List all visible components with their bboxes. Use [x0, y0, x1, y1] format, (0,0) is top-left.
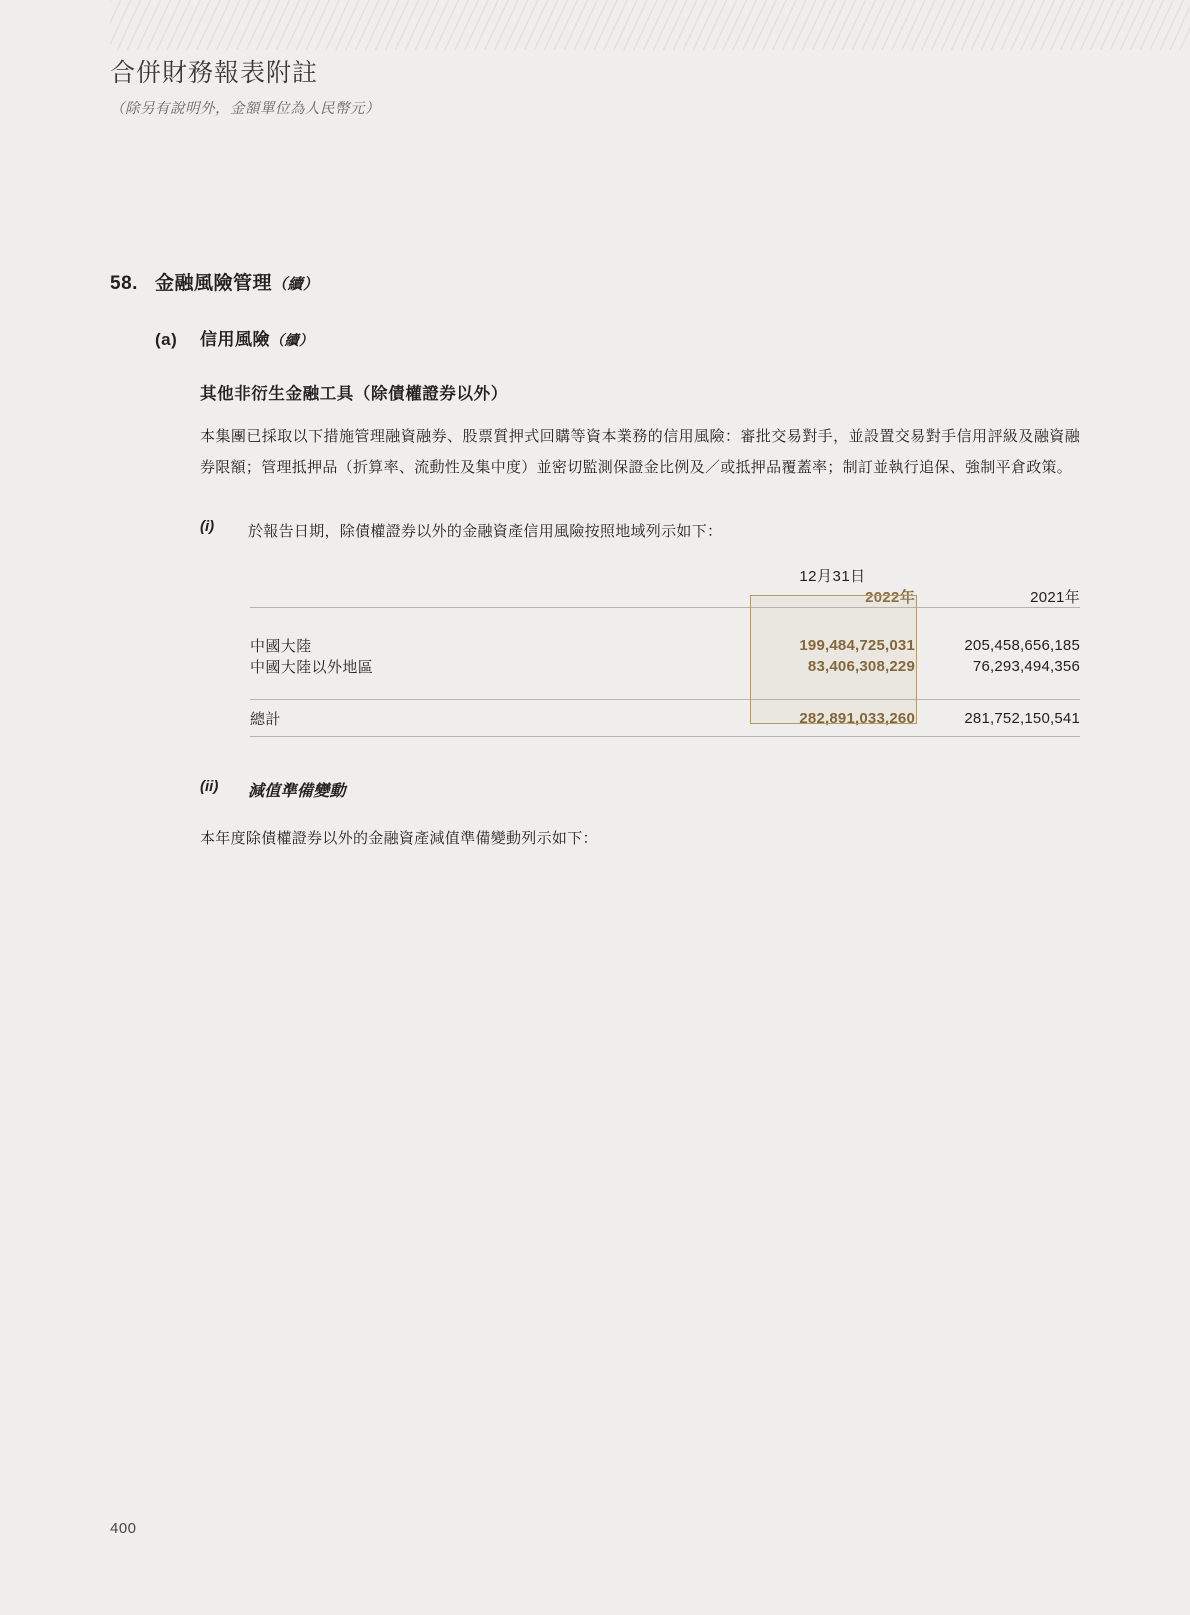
subsection-title: 信用風險 — [200, 330, 270, 349]
date-header: 12月31日 — [799, 567, 866, 585]
block-heading: 其他非衍生金融工具（除債權證券以外） — [200, 385, 508, 403]
section-title: 金融風險管理 — [155, 273, 273, 294]
item-i — [200, 518, 1080, 545]
table-row — [250, 635, 1080, 656]
row-value-2022: 199,484,725,031 — [799, 636, 915, 654]
item-ii-marker: (ii) — [200, 777, 219, 795]
page-subtitle: （除另有說明外，金額單位為人民幣元） — [110, 101, 380, 117]
page-header — [110, 58, 380, 118]
item-i-marker: (i) — [200, 517, 215, 535]
page-title: 合併財務報表附註 — [110, 59, 319, 87]
table-total-row — [250, 701, 1080, 737]
item-ii-text: 本年度除債權證券以外的金融資產減值準備變動列示如下： — [200, 830, 598, 848]
table-date-header-row — [250, 565, 1080, 586]
credit-risk-by-region-table — [250, 565, 1080, 738]
subsection-heading — [155, 325, 1080, 350]
page-number: 400 — [110, 1520, 137, 1537]
empty-cell — [250, 565, 750, 586]
decorative-hatch-band — [110, 0, 1190, 50]
table-row — [250, 656, 1080, 677]
document-content — [110, 268, 1080, 855]
table-spacer — [250, 609, 1080, 635]
item-i-text: 於報告日期，除債權證券以外的金融資產信用風險按照地域列示如下： — [248, 522, 723, 540]
subsection-continued: （續） — [270, 332, 314, 348]
section-number: 58. — [110, 273, 138, 294]
section-continued: （續） — [272, 276, 319, 293]
table-bottom-rule — [250, 736, 1080, 738]
row-label: 中國大陸以外地區 — [250, 658, 374, 676]
section-heading — [110, 268, 1080, 295]
column-header-2021: 2021年 — [1030, 588, 1080, 606]
item-ii-title: 減值準備變動 — [248, 782, 346, 800]
item-ii-heading — [200, 778, 1080, 807]
row-value-2021: 205,458,656,185 — [964, 636, 1080, 654]
total-value-2022: 282,891,033,260 — [799, 709, 915, 727]
column-header-2022: 2022年 — [865, 588, 915, 606]
row-value-2021: 76,293,494,356 — [972, 657, 1080, 675]
total-value-2021: 281,752,150,541 — [964, 709, 1080, 727]
row-value-2022: 83,406,308,229 — [807, 657, 915, 675]
empty-cell — [915, 565, 1080, 586]
subsection-label: (a) — [155, 330, 178, 349]
block-paragraph: 本集團已採取以下措施管理融資融券、股票質押式回購等資本業務的信用風險：審批交易對手，並設置交易對手信用評級及融資融券限額；管理抵押品（折算率、流動性及集中度）並密切監測保證金比例及／或抵押品覆蓋率；制訂並執行追保、強制平倉政策。 — [200, 428, 1080, 476]
total-label: 總計 — [250, 710, 281, 728]
table-year-header-row — [250, 586, 1080, 608]
row-label: 中國大陸 — [250, 637, 312, 655]
empty-cell — [250, 586, 750, 608]
table-spacer — [250, 677, 1080, 700]
